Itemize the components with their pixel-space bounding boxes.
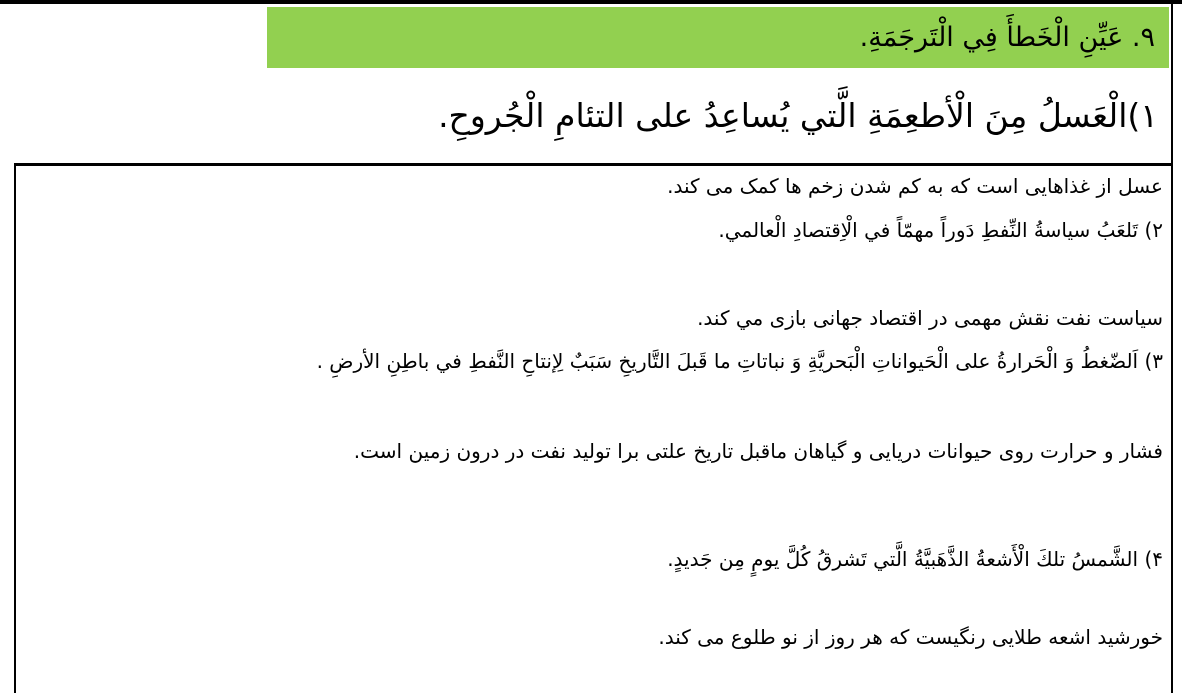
item-2-persian: سیاست نفت نقش مهمی در اقتصاد جهانی بازی مي کند. — [697, 306, 1163, 330]
item-1-persian: عسل از غذاهایی است که به کم شدن زخم ها کمک می کند. — [667, 174, 1163, 198]
item-4-arabic: ۴) الشَّمسُ تلكَ الْأَشعةُ الذَّهَبيَّةُ الَّتي تَشرقُ كُلَّ يومٍ مِن جَديدٍ. — [667, 547, 1163, 571]
item-2-arabic: ۲) تَلعَبُ سياسةُ النِّفطِ دَوراً مهمّاً في الْاِقتصادِ الْعالمي. — [718, 218, 1163, 242]
question-header — [267, 7, 1169, 68]
top-border-bar — [0, 0, 1182, 4]
item-4-persian: خورشید اشعه طلایی رنگیست که هر روز از نو طلوع می کند. — [658, 625, 1163, 649]
item-3-persian: فشار و حرارت روی حیوانات دریایی و گیاهان ماقبل تاریخ علتی برا تولید نفت در درون زمین است. — [353, 439, 1163, 463]
translation-box — [14, 163, 1173, 693]
question-title: ۹. عَيِّنِ الْخَطأَ فِي الْتَرجَمَةِ. — [859, 22, 1155, 53]
item-3-arabic: ۳) اَلضّغطُ وَ الْحَرارةُ على الْحَيواناتِ الْبَحريَّةِ وَ نباتاتِ ما قَبلَ التَّاريخِ سَبَبٌ لِإنتاحِ النَّفطِ في باطِنِ الأرضِ . — [316, 349, 1163, 373]
item-1-arabic: ۱)الْعَسلُ مِنَ الْأطعِمَةِ الَّتي يُساعِدُ على التئامِ الْجُروحِ. — [438, 96, 1158, 135]
right-border — [1171, 4, 1173, 166]
